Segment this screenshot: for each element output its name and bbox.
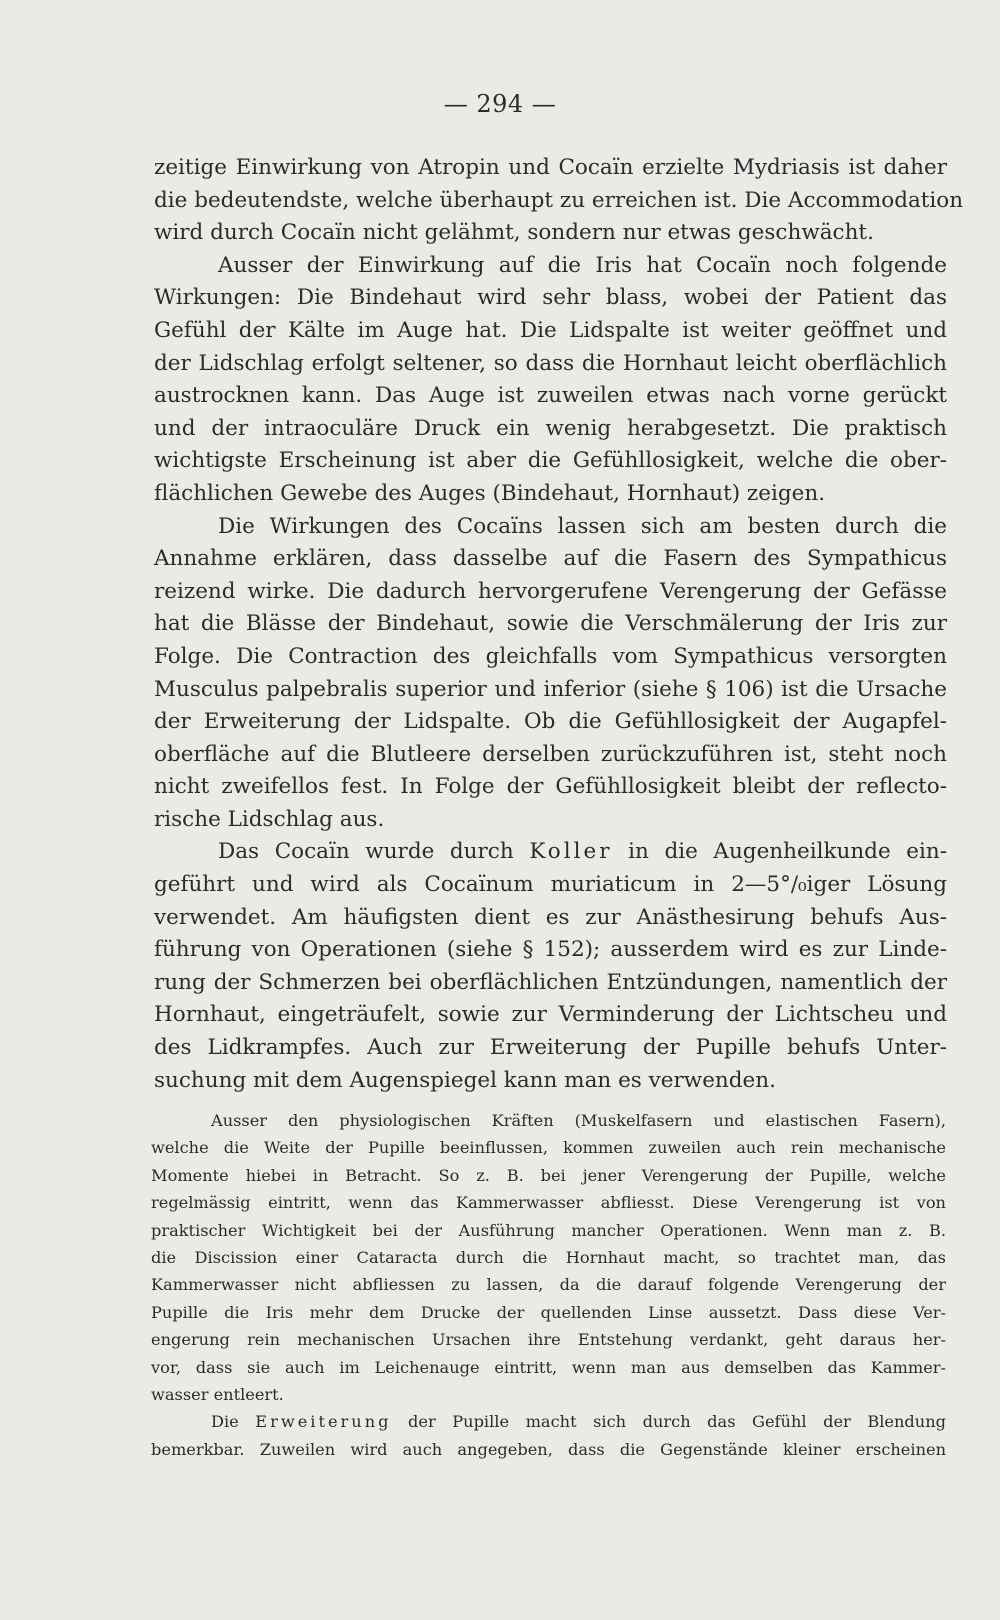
text-line: des Lidkrampfes. Auch zur Erweiterung der Pupille behufs Unter- — [154, 1035, 947, 1061]
text-line: zeitige Einwirkung von Atropin und Cocaïn erzielte Mydriasis ist daher — [154, 155, 947, 180]
note-line: die Discission einer Cataracta durch die Hornhaut macht, so trachtet man, das — [151, 1248, 946, 1268]
text-line: nicht zweifellos fest. In Folge der Gefühllosigkeit bleibt der reflecto- — [154, 774, 947, 800]
text-line: Die Wirkungen des Cocaïns lassen sich am besten durch die — [218, 513, 947, 539]
note-line: Ausser den physiologischen Kräften (Muskelfasern und elastischen Fasern), — [211, 1111, 946, 1130]
note-line: praktischer Wichtigkeit bei der Ausführung mancher Operationen. Wenn man z. B. — [151, 1220, 946, 1240]
text-line: Musculus palpebralis superior und inferior (siehe § 106) ist die Ursache — [154, 676, 947, 702]
text-line: verwendet. Am häufigsten dient es zur Anästhesirung behufs Aus- — [154, 904, 947, 930]
text-line: wird durch Cocaïn nicht gelähmt, sondern nur etwas geschwächt. — [154, 220, 874, 246]
note-line: welche die Weite der Pupille beeinflussen, kommen zuweilen auch rein mechanische — [151, 1138, 946, 1158]
text-line — [154, 836, 947, 869]
small-print-note — [151, 1107, 946, 1463]
note-line: vor, dass sie auch im Leichenauge eintritt, wenn man aus demselben das Kammer- — [151, 1357, 946, 1377]
text-line: reizend wirke. Die dadurch hervorgerufene Verengerung der Gefässe — [154, 578, 947, 604]
page-number: — 294 — — [443, 90, 557, 118]
text-line: und der intraoculäre Druck ein wenig herabgesetzt. Die praktisch — [154, 415, 947, 441]
note-line: Pupille die Iris mehr dem Drucke der quellenden Linse aussetzt. Dass diese Ver- — [151, 1302, 946, 1322]
text-segment: Die — [211, 1412, 256, 1432]
note-line: wasser entleert. — [151, 1385, 284, 1405]
note-line: bemerkbar. Zuweilen wird auch angegeben, dass die Gegenstände kleiner erscheinen — [151, 1439, 946, 1459]
note-line — [151, 1408, 946, 1435]
text-line: wichtigste Erscheinung ist aber die Gefühllosigkeit, welche die ober- — [154, 448, 947, 474]
emphasis-spaced: Erweiterung — [255, 1412, 392, 1432]
text-line: führung von Operationen (siehe § 152); ausserdem wird es zur Linde- — [154, 937, 947, 963]
note-line: Momente hiebei in Betracht. So z. B. bei jener Verengerung der Pupille, welche — [151, 1165, 946, 1185]
text-line: Annahme erklären, dass dasselbe auf die Fasern des Sympathicus — [154, 546, 947, 572]
text-line: die bedeutendste, welche überhaupt zu erreichen ist. Die Accommodation — [154, 187, 964, 213]
text-line: Ausser der Einwirkung auf die Iris hat Cocaïn noch folgende — [218, 252, 947, 278]
text-line: hat die Blässe der Bindehaut, sowie die Verschmälerung der Iris zur — [154, 611, 947, 637]
text-line: suchung mit dem Augenspiegel kann man es verwenden. — [154, 1067, 776, 1093]
note-line: Kammerwasser nicht abfliessen zu lassen, da die darauf folgende Verengerung der — [151, 1275, 946, 1295]
text-line: flächlichen Gewebe des Auges (Bindehaut, Hornhaut) zeigen. — [154, 480, 826, 506]
text-line: Folge. Die Contraction des gleichfalls vom Sympathicus versorgten — [154, 643, 947, 669]
text-line: oberfläche auf die Blutleere derselben zurückzuführen ist, steht noch — [154, 741, 947, 767]
text-segment: in die Augenheilkunde ein- — [612, 839, 947, 865]
text-line: rung der Schmerzen bei oberflächlichen Entzündungen, namentlich der — [154, 969, 947, 995]
text-line: austrocknen kann. Das Auge ist zuweilen etwas nach vorne gerückt — [154, 383, 947, 409]
text-line: Wirkungen: Die Bindehaut wird sehr blass, wobei der Patient das — [154, 285, 947, 311]
text-line: der Lidschlag erfolgt seltener, so dass die Hornhaut leicht oberflächlich — [154, 350, 947, 376]
note-line: regelmässig eintritt, wenn das Kammerwasser abfliesst. Diese Verengerung ist von — [151, 1193, 946, 1213]
main-text — [154, 152, 964, 1097]
text-line: geführt und wird als Cocaïnum muriaticum in 2—5°/₀iger Lösung — [154, 872, 947, 898]
text-segment: der Pupille macht sich durch das Gefühl der Blendung — [391, 1412, 946, 1432]
author-name-spaced: Koller — [529, 839, 613, 865]
text-line: Gefühl der Kälte im Auge hat. Die Lidspalte ist weiter geöffnet und — [154, 317, 947, 343]
text-line: der Erweiterung der Lidspalte. Ob die Gefühllosigkeit der Augapfel- — [154, 709, 947, 735]
text-line: rische Lidschlag aus. — [154, 806, 385, 832]
note-line: engerung rein mechanischen Ursachen ihre Entstehung verdankt, geht daraus her- — [151, 1330, 946, 1350]
text-line: Hornhaut, eingeträufelt, sowie zur Verminderung der Lichtscheu und — [154, 1002, 947, 1028]
text-segment: Das Cocaïn wurde durch — [218, 839, 530, 865]
